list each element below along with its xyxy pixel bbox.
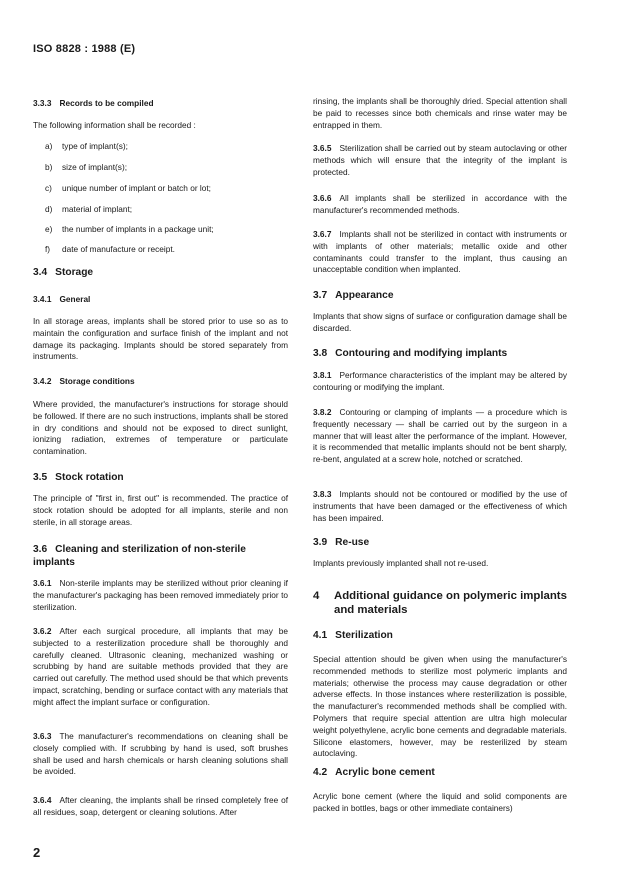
clause-number: 3.6.6 (313, 193, 332, 203)
paragraph-4-2: Acrylic bone cement (where the liquid and solid components are packed in bottles, bags or other immediate containers) (313, 791, 567, 813)
clause-text: Non-sterile implants may be sterilized without prior cleaning if the manufacturer's packaging has been removed immediately prior to sterilization. (33, 578, 288, 612)
section-number: 3.4.2 (33, 376, 52, 386)
list-text: the number of implants in a package unit; (62, 224, 214, 234)
heading-4-2 (313, 766, 567, 779)
heading-3-6 (33, 543, 288, 569)
heading-3-4-2 (33, 376, 288, 388)
section-number: 3.4.1 (33, 294, 52, 304)
paragraph-3-6-4-continued: rinsing, the implants shall be thoroughly dried. Special attention shall be paid to recesses since both chemicals and rinse water may be entrapped in them. (313, 96, 567, 130)
section-title: Storage (55, 267, 94, 278)
list-letter: e) (45, 224, 53, 234)
paragraph-3-8-2 (313, 407, 567, 466)
section-title: Acrylic bone cement (335, 767, 435, 778)
section-title: Re-use (335, 537, 370, 548)
section-number: 4.1 (313, 630, 328, 641)
paragraph-3-6-2 (33, 626, 288, 709)
paragraph-3-7: Implants that show signs of surface or configuration damage shall be discarded. (313, 311, 567, 333)
clause-number: 3.6.1 (33, 578, 52, 588)
heading-3-4-1 (33, 294, 288, 306)
section-number: 4.2 (313, 767, 328, 778)
heading-4-1 (313, 629, 567, 642)
clause-number: 3.6.2 (33, 626, 52, 636)
paragraph-3-4-1: In all storage areas, implants shall be stored prior to use so as to maintain the configuration and surface finish of the implant and not damage its packaging. Implants should be stored separately from instruments. (33, 316, 288, 362)
list-text: material of implant; (62, 204, 133, 214)
paragraph-3-6-3 (33, 731, 288, 778)
paragraph-3-4-2: Where provided, the manufacturer's instructions for storage should be followed. If there are no such instructions, implants shall be stored in dry conditions and should not be exposed to direct sunlight, ionizing radiation, extremes of temperature or particulate contamination. (33, 399, 288, 457)
section-title: Storage conditions (59, 376, 135, 386)
paragraph-4-1: Special attention should be given when using the manufacturer's recommended methods to sterilize most polymeric implants and materials; otherwise the process may cause degradation or other adverse effects. In those instances where resterilization is possible, the manufacturer's recommended methods shall be complied with. Polymers that require special attention are ultra high molecular weight polyethylene, acrylic bone cements and degradable materials. Silicone elastomers, however, may be resterilized by steam autoclaving. (313, 654, 567, 759)
clause-number: 3.6.5 (313, 143, 332, 153)
list-text: type of implant(s); (62, 141, 128, 151)
section-number: 3.5 (33, 472, 48, 483)
clause-text: Contouring or clamping of implants — a procedure which is frequently necessary — shall be carried out by the surgeon in a manner that will least alter the performance of the implant. However, it is recommended that metallic implants should not be bent sharply, re-bent, angulated at a screw hole, notched or scratched. (313, 407, 567, 465)
clause-number: 3.6.4 (33, 795, 52, 805)
paragraph-3-6-1 (33, 578, 288, 613)
section-title: Sterilization (335, 630, 393, 641)
section-number: 3.6 (33, 544, 48, 555)
paragraph-3-9: Implants previously implanted shall not re-used. (313, 558, 489, 568)
clause-text: Performance characteristics of the implant may be altered by contouring or modifying the implant. (313, 370, 567, 392)
paragraph-3-3-3-intro: The following information shall be recorded : (33, 120, 196, 130)
section-title: Records to be compiled (59, 98, 154, 108)
section-number: 3.9 (313, 537, 328, 548)
clause-number: 3.8.2 (313, 407, 332, 417)
clause-text: After each surgical procedure, all implants that may be subjected to a resterilization procedure shall be thoroughly and carefully cleaned. Ultrasonic cleaning, mechanized washing or scrubbing by hand are suitable methods provided that they are carried out carefully. The method used should be that which prevents impact, scratching, bending or surface contact with any materials that might affect the implant surface or configuration. (33, 626, 288, 707)
clause-text: After cleaning, the implants shall be rinsed completely free of all residues, soap, detergent or cleaning solutions. After (33, 795, 288, 817)
clause-text: Implants should not be contoured or modified by the use of instruments that have been damaged or the effectiveness of which has been impaired. (313, 489, 567, 523)
list-letter: c) (45, 183, 52, 193)
paragraph-3-5: The principle of "first in, first out" is recommended. The practice of stock rotation should be adopted for all implants, sterile and non sterile, in all storage areas. (33, 493, 288, 527)
section-title: Stock rotation (55, 472, 124, 483)
paragraph-3-8-1 (313, 370, 567, 394)
clause-number: 3.8.3 (313, 489, 332, 499)
section-title: Cleaning and sterilization of non-sterile implants (33, 544, 246, 568)
section-number: 3.8 (313, 348, 328, 359)
heading-3-7 (313, 289, 567, 302)
section-number: 3.7 (313, 290, 328, 301)
list-letter: d) (45, 204, 53, 214)
heading-3-8 (313, 347, 567, 360)
clause-text: Implants shall not be sterilized in contact with instruments or with implants of other materials; metallic oxide and other contaminants could transfer to the implant, thus causing an unacceptable condition when implanted. (313, 229, 567, 275)
list-text: unique number of implant or batch or lot; (62, 183, 211, 193)
paragraph-3-6-5 (313, 143, 567, 178)
list-letter: f) (45, 244, 51, 254)
document-header: ISO 8828 : 1988 (E) (33, 43, 136, 55)
clause-text: The manufacturer's recommendations on cleaning shall be closely complied with. If scrubbing by hand is used, soft brushes shall be used and harsh chemicals or harsh cleaning solutions shall be avoided. (33, 731, 288, 777)
heading-4 (313, 589, 567, 617)
section-number: 4 (313, 590, 320, 602)
paragraph-3-6-4 (33, 795, 288, 819)
heading-3-5 (33, 471, 288, 484)
section-number: 3.4 (33, 267, 48, 278)
clause-number: 3.8.1 (313, 370, 332, 380)
clause-number: 3.6.7 (313, 229, 332, 239)
list-text: date of manufacture or receipt. (62, 244, 175, 254)
paragraph-3-6-7 (313, 229, 567, 276)
clause-text: All implants shall be sterilized in accordance with the manufacturer's recommended methods. (313, 193, 567, 215)
paragraph-3-6-6 (313, 193, 567, 217)
list-letter: b) (45, 162, 53, 172)
section-title: General (59, 294, 91, 304)
heading-3-4 (33, 266, 288, 279)
list-letter: a) (45, 141, 53, 151)
heading-3-3-3 (33, 98, 288, 110)
clause-text: Sterilization shall be carried out by steam autoclaving or other methods which will ensure that the integrity of the implant is protected. (313, 143, 567, 177)
heading-3-9 (313, 536, 567, 549)
list-text: size of implant(s); (62, 162, 128, 172)
section-title: Contouring and modifying implants (335, 348, 508, 359)
paragraph-3-8-3 (313, 489, 567, 524)
section-title: Additional guidance on polymeric implants and materials (334, 590, 567, 616)
clause-number: 3.6.3 (33, 731, 52, 741)
section-number: 3.3.3 (33, 98, 52, 108)
section-title: Appearance (335, 290, 394, 301)
page-number: 2 (33, 845, 41, 860)
